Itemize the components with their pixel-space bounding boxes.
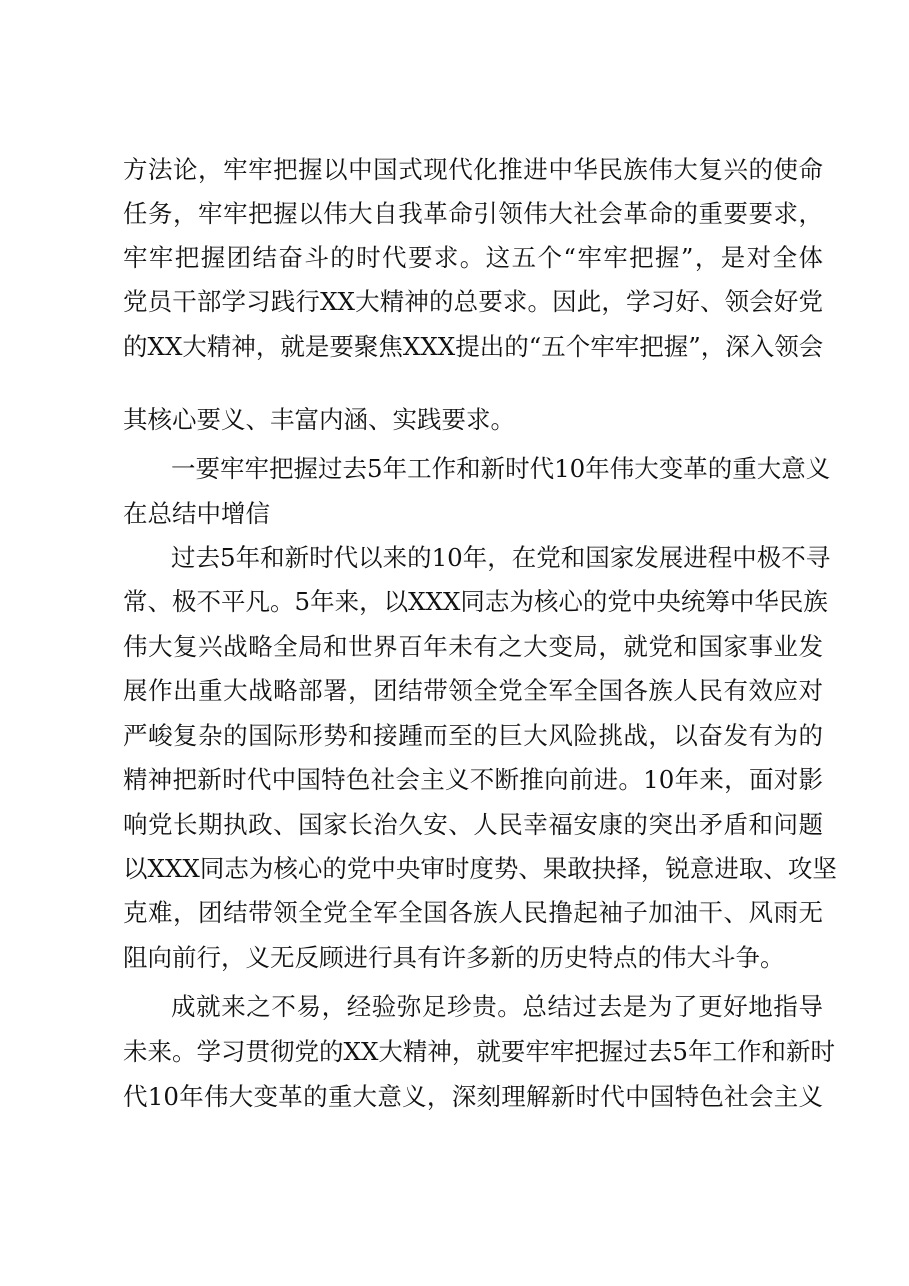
text-line: 的XX大精神，就是要聚焦XXX提出的“五个牢牢把握”，深入领会	[123, 332, 824, 361]
text-line: 过去5年和新时代以来的10年，在党和国家发展进程中极不寻	[171, 543, 831, 572]
text-line: 克难，团结带领全党全军全国各族人民撸起袖子加油干、风雨无	[123, 898, 823, 927]
text-line: 党员干部学习践行XX大精神的总要求。因此，学习好、领会好党	[123, 287, 823, 316]
text-line: 展作出重大战略部署，团结带领全党全军全国各族人民有效应对	[123, 676, 823, 705]
text-line: 以XXX同志为核心的党中央审时度势、果敢抉择，锐意进取、攻坚	[123, 854, 837, 883]
text-line: 方法论，牢牢把握以中国式现代化推进中华民族伟大复兴的使命	[123, 155, 823, 184]
text-line: 响党长期执政、国家长治久安、人民幸福安康的突出矛盾和问题	[123, 810, 823, 839]
text-line: 常、极不平凡。5年来，以XXX同志为核心的党中央统筹中华民族	[123, 587, 828, 616]
text-line: 阻向前行，义无反顾进行具有许多新的历史特点的伟大斗争。	[123, 943, 785, 972]
text-line: 伟大复兴战略全局和世界百年未有之大变局，就党和国家事业发	[123, 632, 823, 661]
text-line: 未来。学习贯彻党的XX大精神，就要牢牢把握过去5年工作和新时	[123, 1037, 835, 1066]
text-line: 成就来之不易，经验弥足珍贵。总结过去是为了更好地指导	[171, 992, 823, 1021]
text-line: 其核心要义、丰富内涵、实践要求。	[123, 405, 515, 434]
section-heading-line: 一要牢牢把握过去5年工作和新时代10年伟大变革的重大意义	[171, 454, 831, 483]
text-line: 精神把新时代中国特色社会主义不断推向前进。10年来，面对影	[123, 765, 823, 794]
text-line: 严峻复杂的国际形势和接踵而至的巨大风险挑战，以奋发有为的	[123, 721, 823, 750]
text-line: 代10年伟大变革的重大意义，深刻理解新时代中国特色社会主义	[123, 1082, 823, 1111]
text-line: 任务，牢牢把握以伟大自我革命引领伟大社会革命的重要要求，	[123, 199, 823, 228]
text-line: 牢牢把握团结奋斗的时代要求。这五个“牢牢把握”，是对全体	[123, 243, 823, 272]
section-heading-line: 在总结中增信	[123, 499, 270, 528]
